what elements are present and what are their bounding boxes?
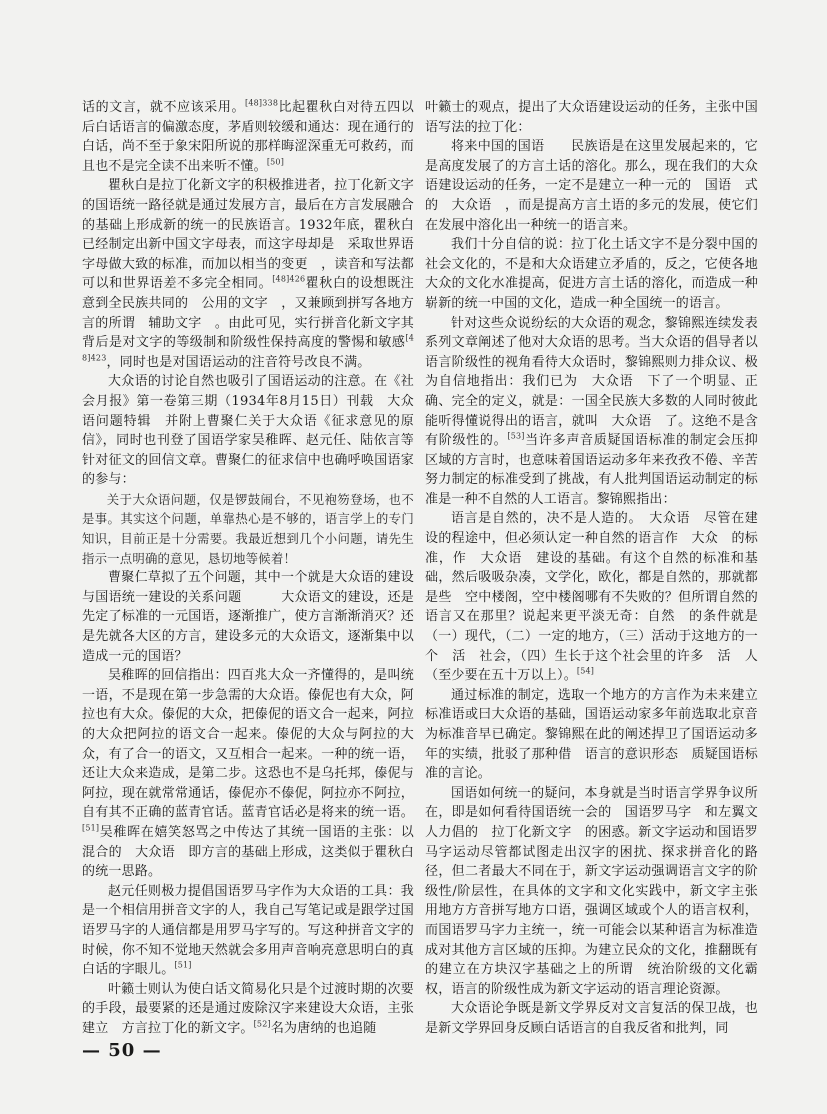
paragraph-text: 吴稚晖在嬉笑怒骂之中传达了其统一国语的主张：以混合的 大众语 即方言的基础上形成，这类似于瞿秋白的统一思路。 [82, 824, 414, 880]
paragraph-text: 叶籁士的观点，提出了大众语建设运动的任务，主张中国语写法的拉丁化： [425, 100, 758, 135]
paragraph-text: 国语如何统一的疑问，本身就是当时语言学界争议所在，即是如何看待国语统一会的 国语罗马字 和左翼文人力倡的 拉丁化新文字 的困惑。新文字运动和国语罗马字运动尽管都试图走出汉字的困扰、探求拼音化的路径，但二者最大不同在于，新文字运动强调语言文字的阶级性/阶层性，在具体的文字和文化实践中，新文字主张用地方方音拼写地方口语，强调区域或个人的语言权利，而国语罗马字力主统一，统一可能会以某种语言为标准造成对其他方言区域的压抑。为建立民众的文化，推翻既有的建立在方块汉字基础之上的所谓 统治阶级的文化霸权，语言的阶级性成为新文字运动的语言理论资源。 [425, 785, 758, 997]
paragraph-text: 吴稚晖的回信指出：四百兆大众一齐懂得的，是叫统一语，不是现在第一步急需的大众语。傣伲也有大众，阿拉也有大众。傣伲的大众，把傣伲的语文合一起来，阿拉的大众把阿拉的语文合一起来。傣伲的大众与阿拉的大众，有了合一的语文，又互相合一起来。一种的统一语，还让大众来造成，是第二步。这恐也不是乌托邦，傣伲与阿拉，现在就常常通话，傣伲亦不傣伲，阿拉亦不阿拉，自有其不正确的蓝青官话。蓝青官话必是将来的统一语。 [82, 668, 414, 821]
paragraph [82, 98, 428, 176]
citation-mark: [54] [576, 666, 595, 676]
paragraph [82, 882, 414, 980]
left-column [82, 98, 428, 1039]
paragraph-text: 大众语的讨论自然也吸引了国语运动的注意。在《社会月报》第一卷第三期（1934年8月15日）刊载 大众语问题特辑 并附上曹聚仁关于大众语《征求意见的原信》，同时也刊登了国语学家吴稚晖、赵元任、陆依言等针对征文的回信文章。曹聚仁的征求信中也确呼唤国语家的参与： [82, 374, 414, 488]
paragraph [425, 686, 758, 784]
paragraph-text: 当许多声音质疑国语标准的制定会压抑区域的方言时，也意味着国语运动多年来孜孜不倦、辛苦努力制定的标准受到了挑战，有人批判国语运动制定的标准是一种不自然的人工语言。黎锦熙指出： [425, 433, 758, 507]
paragraph [82, 490, 414, 568]
citation-mark: [52] [253, 1019, 271, 1029]
paragraph [82, 372, 414, 490]
paragraph-text: 通过标准的制定，选取一个地方的方言作为未来建立标准语或曰大众语的基础，国语运动家多年前选取北京音为标准音早已确定。黎锦熙在此的阐述捍卫了国语运动多年的实绩，批驳了那种借 语言的意识形态 质疑国语标准的言论。 [425, 687, 758, 782]
citation-mark: [48]426 [272, 275, 306, 285]
paragraph [425, 98, 758, 137]
paragraph-text: ，同时也是对国语运动的注音符号改良不满。 [106, 354, 371, 370]
paragraph [425, 784, 758, 1000]
paragraph [82, 176, 414, 372]
paragraph-text: 语言是自然的，决不是人造的。 大众语 尽管在建设的程途中，但必须认定一种自然的语言作 大众 的标准，作 大众语 建设的基础。有这个自然的标准和基础，然后吸吸杂凑，文学化，欧化，都是自然的，那就都是些 空中楼阁，空中楼阁哪有不失败的？但所谓自然的语言又在那里？说起来更平淡无奇：自然 的条件就是（一）现代，（二）一定的地方，（三）活动于这地方的一个 活 社会，（四）生长于这个社会里的许多 活 人（至少要在五十万以上）。 [425, 511, 758, 684]
paragraph-text: 关于大众语问题，仅是锣鼓闹台，不见袍笏登场，也不是事。其实这个问题，单靠热心是不够的，语言学上的专门知识，目前正是十分需要。我最近想到几个小问题，请先生指示一点明确的意见，恳切地等候着！ [82, 491, 414, 566]
paragraph-text: 我们十分自信的说：拉丁化土话文字不是分裂中国的社会文化的，不是和大众语建立矛盾的，反之，它使各地大众的文化水准提高，促进方言土话的溶化，而造成一种崭新的统一中国的文化，造成一种全国统一的语言。 [425, 237, 758, 311]
paragraph-text: 名为唐纳的也追随 [270, 1020, 377, 1036]
citation-mark: [51] [174, 960, 192, 970]
paragraph [425, 314, 758, 510]
paragraph-text: 瞿秋白是拉丁化新文字的积极推进者，拉丁化新文字的国语统一路径就是通过发展方言，最后在方言发展融合的基础上形成新的统一的民族语言。1932年底，瞿秋白已经制定出新中国文字母表，而这字母却是 采取世界语字母做大致的标准，而加以相当的变更 ，读音和写法都可以和世界语差不多完全相同。 [82, 178, 414, 292]
paragraph [82, 980, 414, 1039]
paragraph [425, 999, 758, 1038]
paragraph-text: 赵元任则极力提倡国语罗马字作为大众语的工具：我是一个相信用拼音文字的人，我自己写笔记或是跟学过国语罗马字的人通信都是用罗马字写的。写这种拼音文字的时候，你不知不觉地天然就会多用声音响亮意思明白的真白话的字眼儿。 [82, 883, 414, 978]
citation-mark: [50] [266, 157, 285, 167]
paragraph [82, 568, 414, 666]
citation-mark: [53] [507, 431, 525, 441]
paragraph-text: 将来中国的国语 民族语是在这里发展起来的，它是高度发展了的方言土话的溶化。那么，现在我们的大众语建设运动的任务，一定不是建立一种一元的 国语 式的 大众语 ，而是提高方言土语的多元的发展，使它们在发展中溶化出一种统一的语言来。 [425, 139, 758, 233]
paragraph-text: 大众语论争既是新文学界反对文言复活的保卫战，也是新文学界回身反顾白话语言的自我反省和批判，同 [425, 1001, 758, 1036]
paragraph-text: 叶籁士则认为使白话文简易化只是个过渡时期的次要的手段，最要紧的还是通过废除汉字来建设大众语，主张建立 方言拉丁化的新文字。 [82, 981, 414, 1036]
paragraph-text: 话的文言，就不应该采用。 [82, 100, 246, 115]
citation-mark: [51] [82, 823, 100, 833]
paragraph-text: 针对这些众说纷纭的大众语的观念，黎锦熙连续发表系列文章阐述了他对大众语的思考。当大众语的倡导者以语言阶级性的视角看待大众语时，黎锦熙则力排众议、极为自信地指出：我们已为 大众语 下了一个明显、正确、完全的定义，就是：一国全民族大多数的人同时彼此能听得懂说得出的语言，就叫 大众语 了。这绝不是含有阶级性的。 [425, 315, 758, 449]
paragraph-text: 瞿秋白的设想既注意到全民族共同的 公用的文字 ，又兼顾到拼写各地方言的所谓 辅助文字 。由此可见，实行拼音化新文字其背后是对文字的等级制和阶级性保持高度的警惕和敏感 [82, 276, 414, 351]
page-number: — 50 — [82, 1040, 162, 1061]
citation-mark: [48]423 [82, 333, 414, 363]
paragraph [425, 509, 758, 685]
paragraph [425, 137, 758, 235]
paragraph-text: 比起瞿秋白对待五四以后白话语言的偏激态度，茅盾则较缓和通达：现在通行的 白话，尚不至于象宋阳所说的那样晦涩深重无可救药，而且也不是完全读不出来听不懂。 [82, 100, 428, 174]
citation-mark: [48]338 [245, 98, 279, 108]
right-column [425, 98, 758, 1039]
paragraph [82, 666, 414, 882]
paragraph [425, 235, 758, 313]
paragraph-text: 曹聚仁草拟了五个问题，其中一个就是大众语的建设与国语统一建设的关系问题 大众语文的建设，还是先定了标准的一元国语，逐渐推广，使方言渐渐消灭？还是先就各大区的方言，建设多元的大众语文，逐渐集中以造成一元的国语？ [82, 570, 414, 664]
